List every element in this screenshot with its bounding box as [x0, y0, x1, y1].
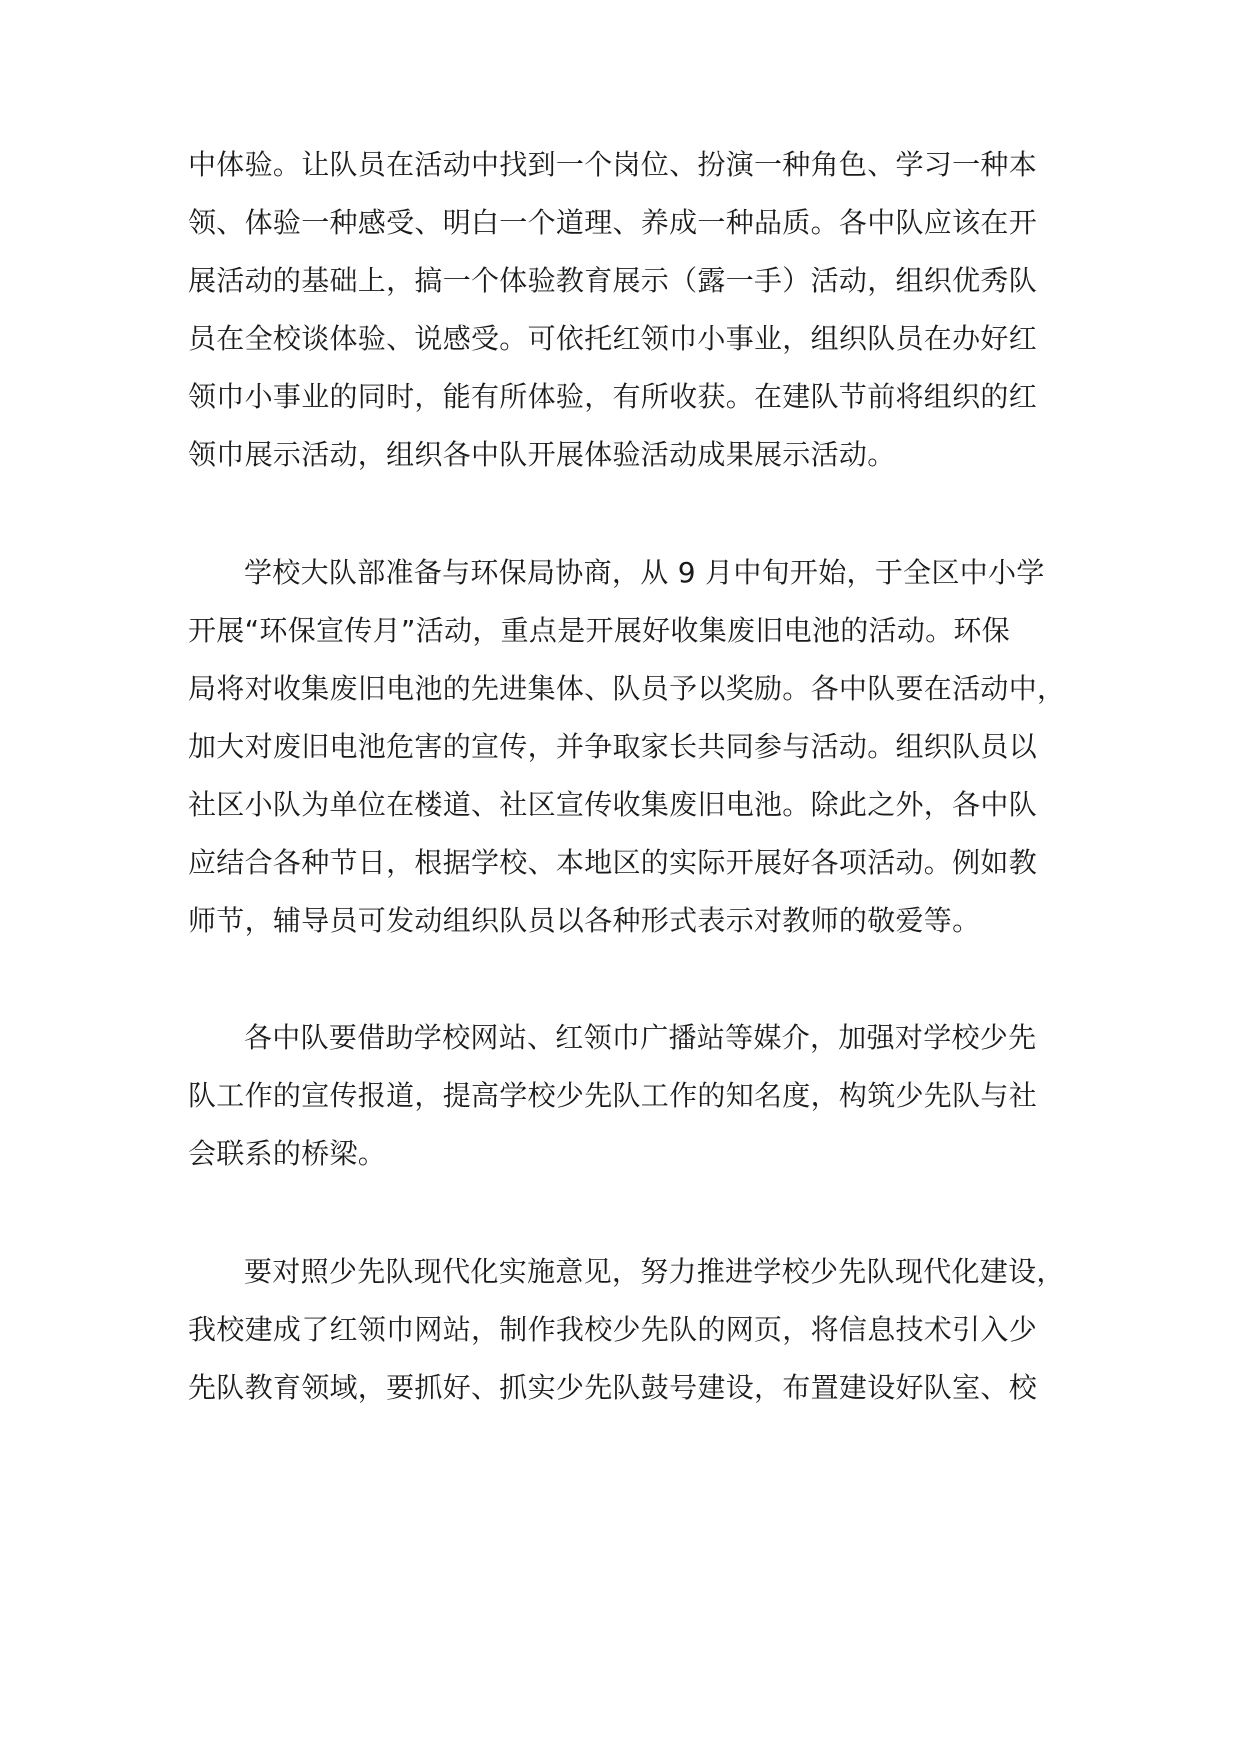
paragraph-line: 各中队要借助学校网站、红领巾广播站等媒介，加强对学校少先 — [244, 1021, 1037, 1054]
paragraph-line: 要对照少先队现代化实施意见，努力推进学校少先队现代化建设， — [244, 1255, 1065, 1288]
paragraph-line: 加大对废旧电池危害的宣传，并争取家长共同参与活动。组织队员以 — [188, 730, 1038, 763]
paragraph-line: 会联系的桥梁。 — [188, 1137, 387, 1170]
paragraph-line: 队工作的宣传报道，提高学校少先队工作的知名度，构筑少先队与社 — [188, 1079, 1038, 1112]
paragraph-line: 我校建成了红领巾网站，制作我校少先队的网页，将信息技术引入少 — [188, 1313, 1038, 1346]
paragraph-line: 领巾展示活动，组织各中队开展体验活动成果展示活动。 — [188, 438, 896, 471]
paragraph-line: 中体验。让队员在活动中找到一个岗位、扮演一种角色、学习一种本 — [188, 148, 1038, 181]
paragraph-line: 师节，辅导员可发动组织队员以各种形式表示对教师的敬爱等。 — [188, 904, 981, 937]
paragraph-line: 员在全校谈体验、说感受。可依托红领巾小事业，组织队员在办好红 — [188, 322, 1038, 355]
paragraph-line: 局将对收集废旧电池的先进集体、队员予以奖励。各中队要在活动中， — [188, 672, 1066, 705]
paragraph-line: 领巾小事业的同时，能有所体验，有所收获。在建队节前将组织的红 — [188, 380, 1038, 413]
paragraph-line: 开展“环保宣传月”活动，重点是开展好收集废旧电池的活动。环保 — [188, 614, 1011, 647]
paragraph-line: 社区小队为单位在楼道、社区宣传收集废旧电池。除此之外，各中队 — [188, 788, 1038, 821]
paragraph-line: 领、体验一种感受、明白一个道理、养成一种品质。各中队应该在开 — [188, 206, 1038, 239]
paragraph-line: 学校大队部准备与环保局协商，从 9 月中旬开始，于全区中小学 — [244, 556, 1045, 589]
paragraph-line: 应结合各种节日，根据学校、本地区的实际开展好各项活动。例如教 — [188, 846, 1038, 879]
paragraph-line: 先队教育领域，要抓好、抓实少先队鼓号建设，布置建设好队室、校 — [188, 1371, 1038, 1404]
paragraph-line: 展活动的基础上，搞一个体验教育展示（露一手）活动，组织优秀队 — [188, 264, 1038, 297]
